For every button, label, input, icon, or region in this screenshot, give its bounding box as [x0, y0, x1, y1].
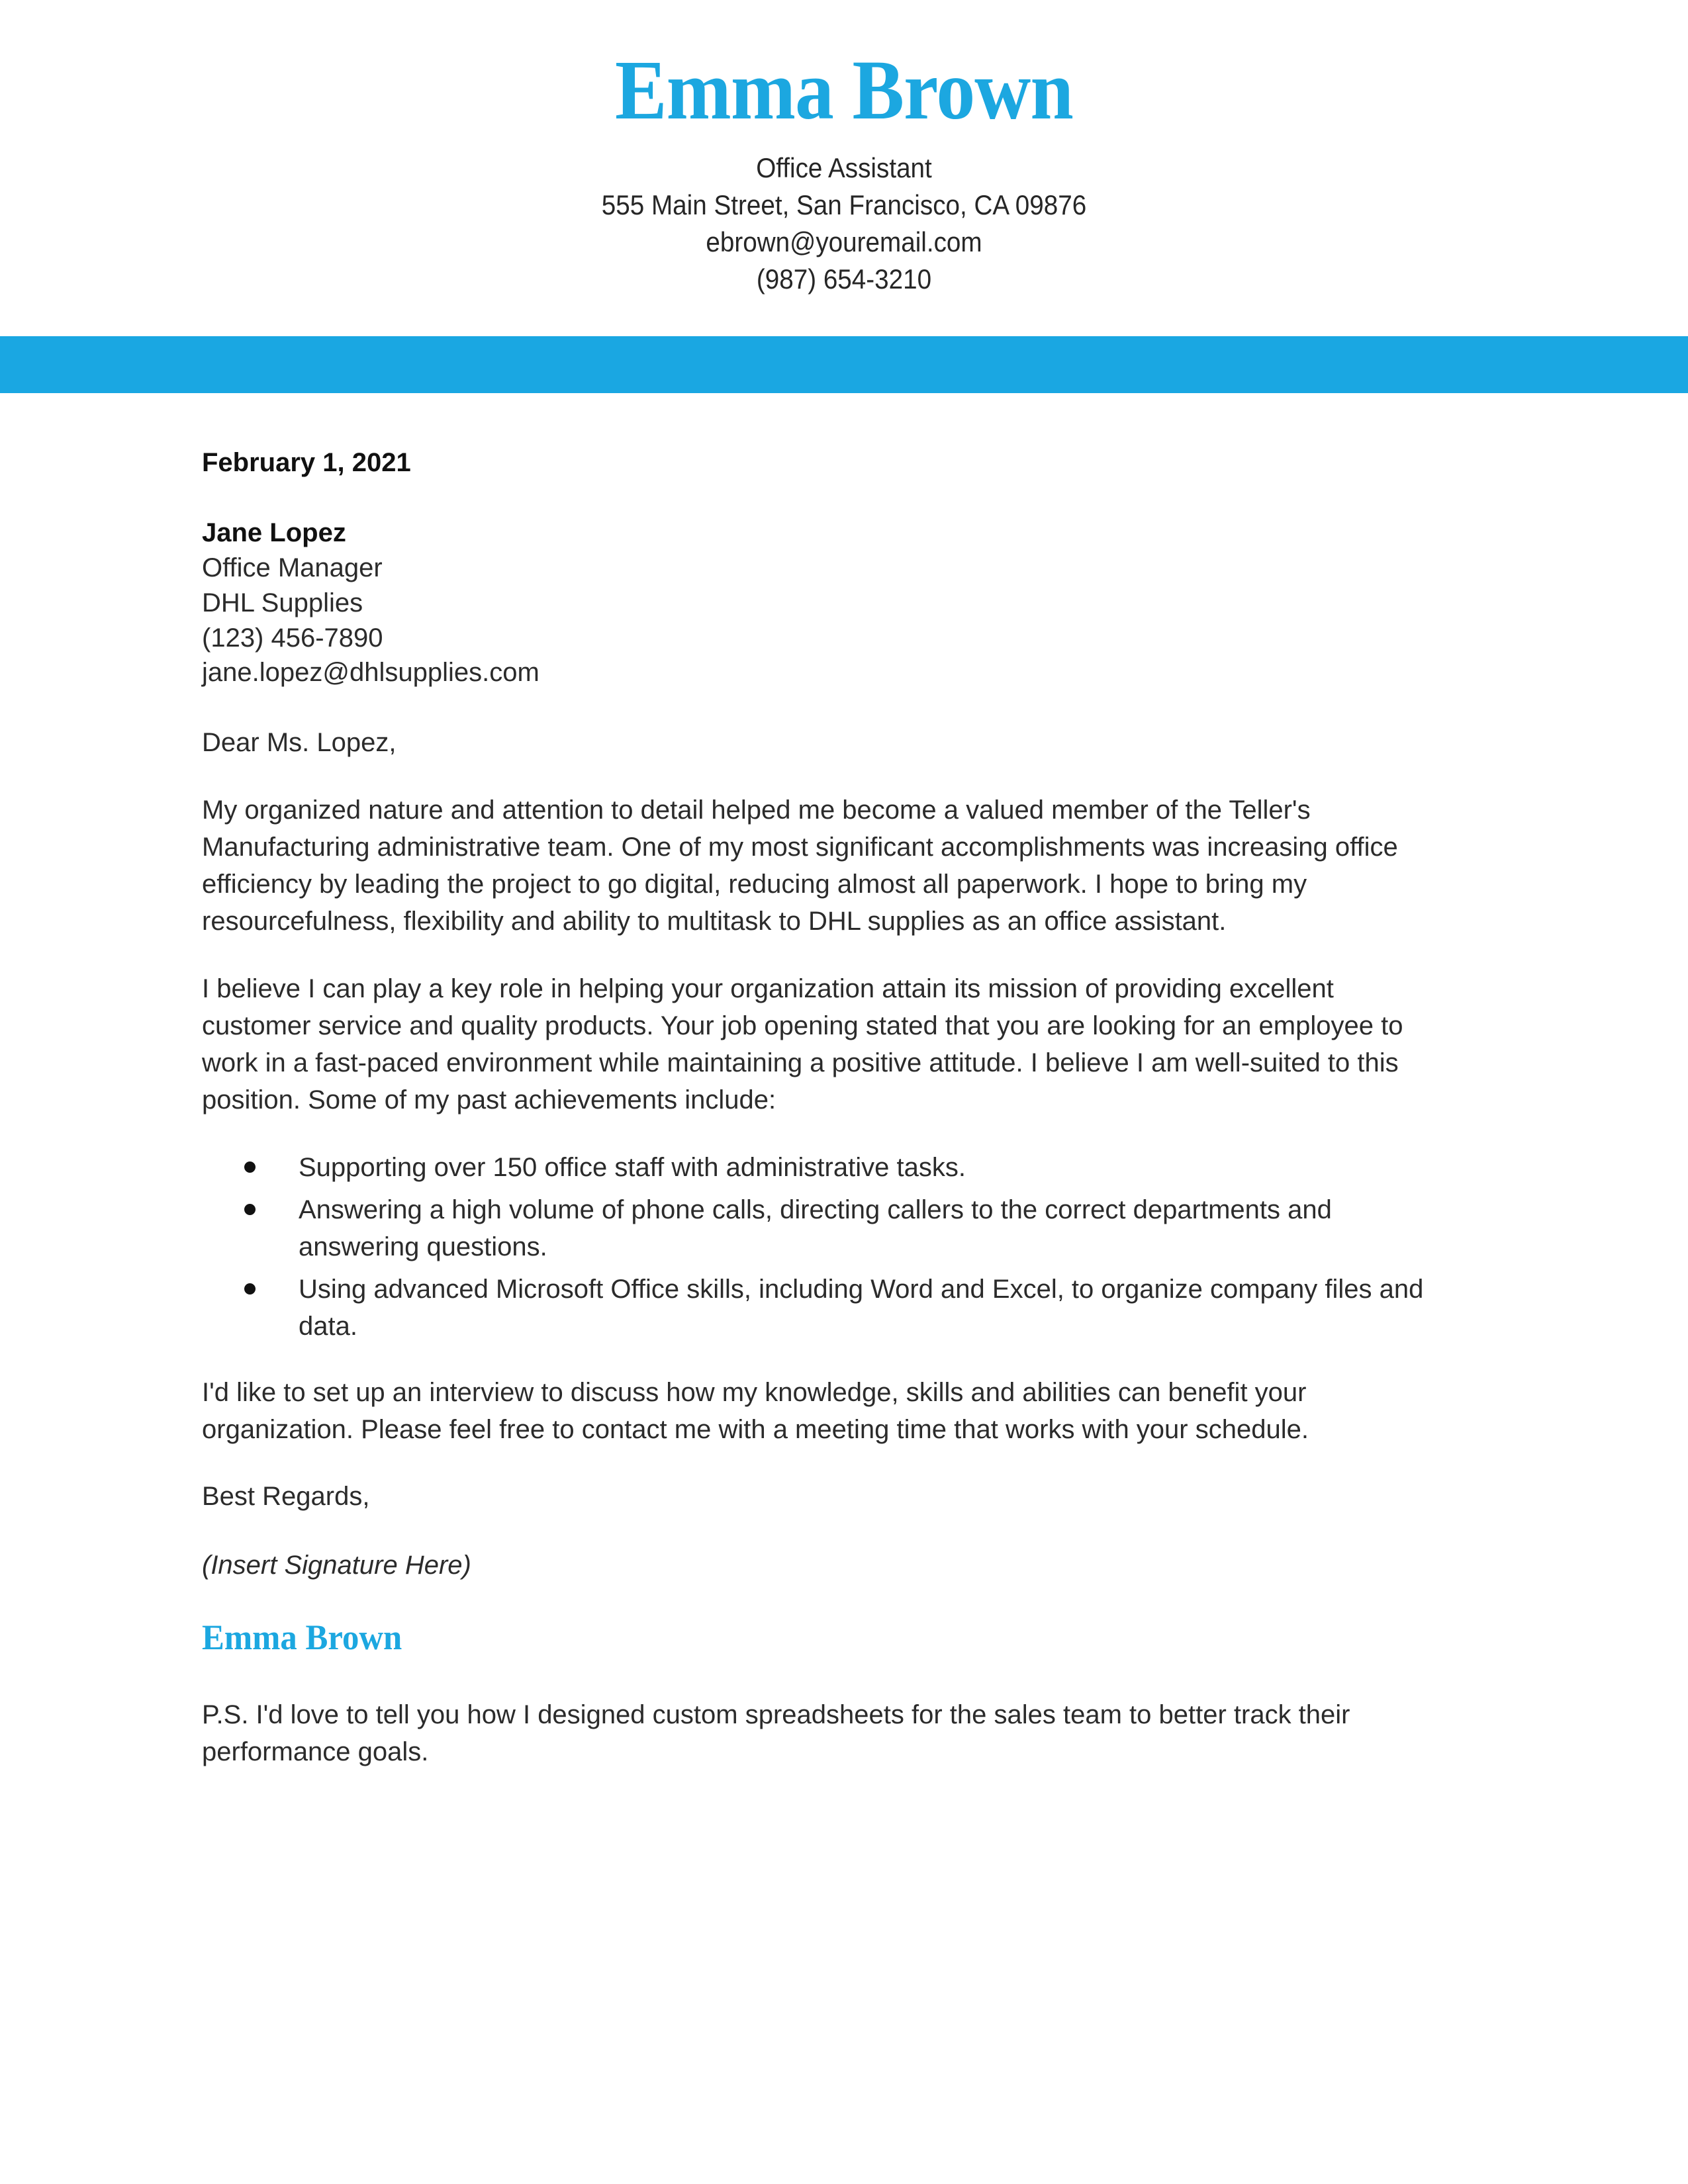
contact-block	[0, 150, 1688, 297]
bullet-dot-icon	[244, 1283, 256, 1295]
achievement-text: Supporting over 150 office staff with administrative tasks.	[299, 1153, 966, 1183]
achievements-list	[202, 1149, 1427, 1345]
body-paragraph-3: I'd like to set up an interview to discuss how my knowledge, skills and abilities can benefit your organization. Please feel free to contact me with a meeting time that works with your schedule.	[202, 1378, 1309, 1445]
recipient-block	[202, 516, 1427, 690]
closing-salutation: Best Regards,	[202, 1482, 370, 1512]
accent-divider-bar	[0, 336, 1688, 393]
recipient-name: Jane Lopez	[202, 518, 346, 548]
candidate-name: Emma Brown	[615, 43, 1073, 137]
recipient-phone: (123) 456-7890	[202, 623, 383, 653]
bullet-dot-icon	[244, 1204, 256, 1215]
recipient-company: DHL Supplies	[202, 588, 363, 617]
postscript: P.S. I'd love to tell you how I designed custom spreadsheets for the sales team to better track their performance goals.	[202, 1700, 1350, 1767]
salutation: Dear Ms. Lopez,	[202, 728, 397, 758]
achievement-text: Using advanced Microsoft Office skills, including Word and Excel, to organize company files and data.	[299, 1275, 1424, 1342]
recipient-email: jane.lopez@dhlsupplies.com	[202, 658, 539, 688]
list-item	[244, 1271, 1427, 1345]
letter-body	[202, 445, 1427, 1770]
letter-header	[0, 0, 1688, 297]
recipient-title: Office Manager	[202, 553, 383, 582]
contact-phone: (987) 654-3210	[756, 263, 932, 295]
contact-address: 555 Main Street, San Francisco, CA 09876	[601, 189, 1087, 220]
signature-placeholder: (Insert Signature Here)	[202, 1550, 471, 1580]
list-item	[244, 1191, 1427, 1265]
achievement-text: Answering a high volume of phone calls, directing callers to the correct departments and answering questions.	[299, 1195, 1332, 1262]
letter-date: February 1, 2021	[202, 448, 411, 477]
contact-job-title: Office Assistant	[756, 152, 932, 183]
body-paragraph-1: My organized nature and attention to detail helped me become a valued member of the Teller's Manufacturing administrative team. One of my most significant accomplishments was increasing office efficiency by leading the project to go digital, reducing almost all paperwork. I hope to bring my resourcefulness, flexibility and ability to multitask to DHL supplies as an office assistant.	[202, 796, 1398, 936]
body-paragraph-2: I believe I can play a key role in helping your organization attain its mission of providing excellent customer service and quality products. Your job opening stated that you are looking for an employee to work in a fast-paced environment while maintaining a positive attitude. I believe I am well-suited to this position. Some of my past achievements include:	[202, 974, 1403, 1115]
signature-name: Emma Brown	[202, 1617, 402, 1657]
contact-email: ebrown@youremail.com	[706, 226, 982, 257]
list-item	[244, 1149, 1427, 1186]
bullet-dot-icon	[244, 1161, 256, 1173]
